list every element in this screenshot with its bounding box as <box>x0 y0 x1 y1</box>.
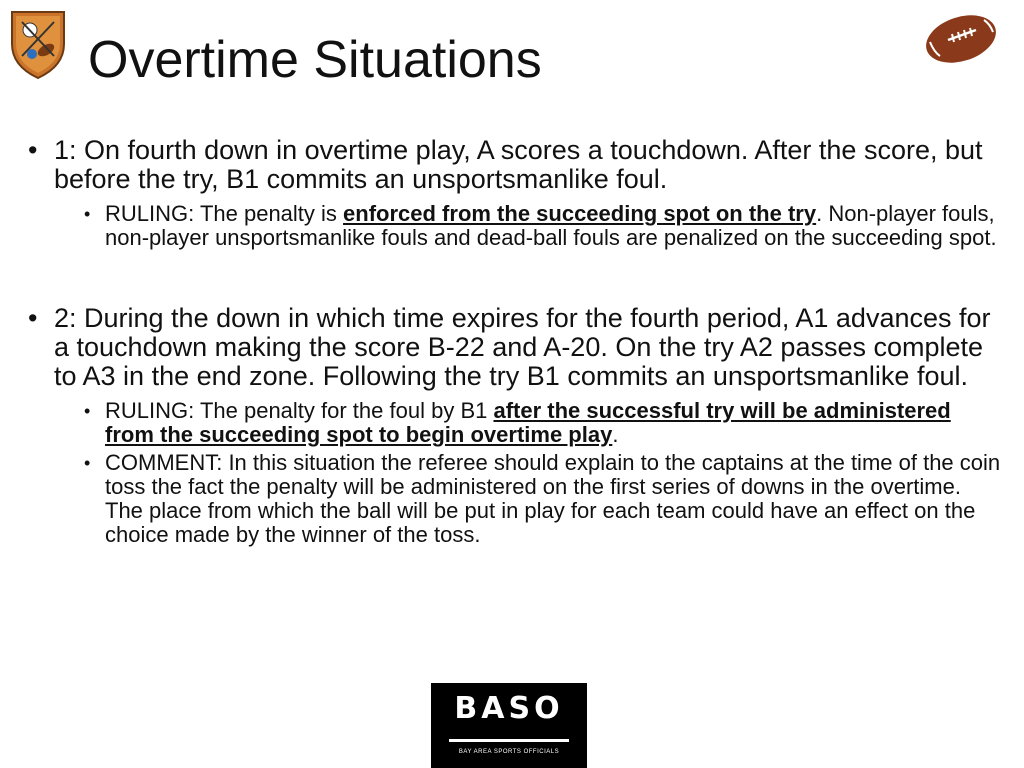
bullet-item-1: • 1: On fourth down in overtime play, A scores a touchdown. After the score, but before the try, B1 commits an unsportsmanlike foul. <box>28 136 1003 194</box>
baso-logo-subtitle: BAY AREA SPORTS OFFICIALS <box>458 749 560 755</box>
crest-icon <box>8 6 68 80</box>
ruling-2-emphasis: after the successful try will be administered from the succeeding spot to begin overtime play <box>105 398 951 447</box>
ruling-2 <box>28 399 1003 447</box>
baso-logo-divider <box>449 739 569 742</box>
baso-logo-title: BASO <box>454 691 564 726</box>
football-icon <box>922 12 1000 66</box>
comment-2: • COMMENT: In this situation the referee should explain to the captains at the time of the coin toss the fact the penalty will be administered on the first series of downs in the overtime. The place from which the ball will be put in play for each team could have an effect on the choice made by the winner of the toss. <box>28 451 1003 547</box>
slide-body <box>28 136 1003 547</box>
ruling-2-post: . <box>612 422 619 447</box>
ruling-1-post: . Non-player fouls, non-player unsportsmanlike fouls and dead-ball fouls are penalized on the succeeding spot. <box>105 201 997 250</box>
baso-logo <box>431 683 587 768</box>
ruling-1-pre: RULING: The penalty is <box>105 201 344 226</box>
page-title: Overtime Situations <box>88 31 542 89</box>
ruling-2-pre: RULING: The penalty for the foul by B1 <box>105 398 494 423</box>
ruling-1 <box>28 202 1003 250</box>
bullet-item-2: • 2: During the down in which time expires for the fourth period, A1 advances for a touchdown making the score B-22 and A-20. On the try A2 passes complete to A3 in the end zone. Following the try B1 commits an unsportsmanlike foul. <box>28 304 1003 391</box>
ruling-1-emphasis: enforced from the succeeding spot on the try <box>343 201 817 226</box>
